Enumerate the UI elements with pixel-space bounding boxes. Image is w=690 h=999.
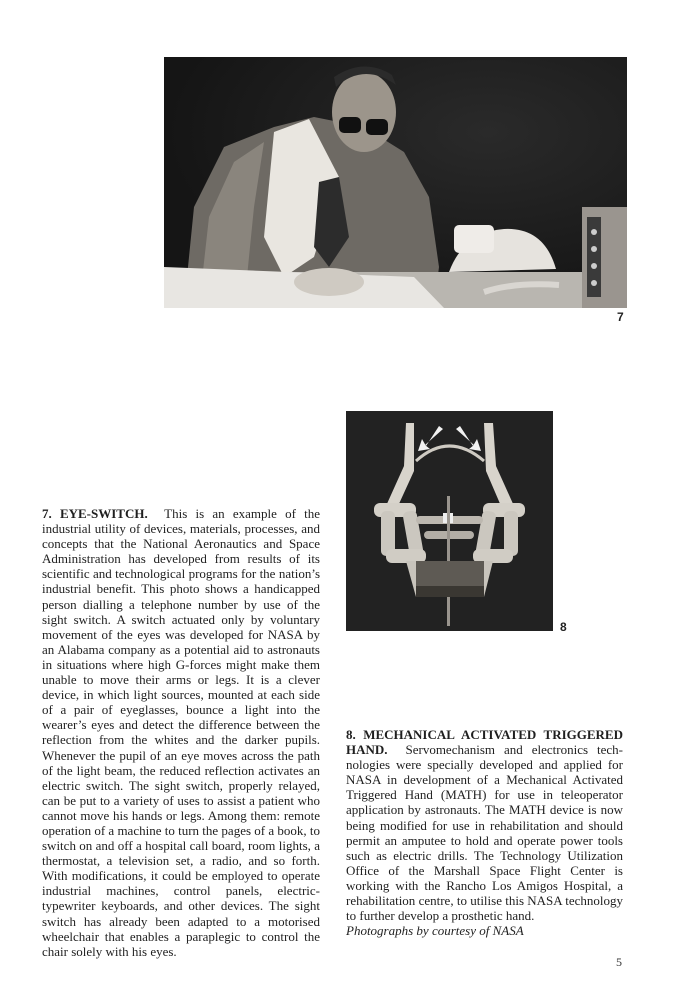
mechanical-hand-illustration [346,411,553,631]
article-mechanical-hand [346,727,623,938]
article-body: This is an example of the industrial utility of devices, materials, processes, and concepts that the National Aeronautics and Space Administration has developed from results of its scientific and technological programs for the nation’s industrial benefit. This photo shows a handicapped person dialling a telephone number by use of the sight switch. A switch actuated only by voluntary movement of the eyes was developed for NASA by an Alabama company as a potential aid to astronauts in situations where high G-forces might make them unable to move their arms or legs. It is a clever device, in which light sources, mounted at each side of a pair of eyeglasses, bounce a light into the wearer’s eyes and detect the difference between the reflection from the whites and the darker pupils. Whenever the pupil of an eye moves across the path of the light beam, the reduced reflection activates an electric switch. The sight switch, properly relayed, can be put to a variety of uses to assist a patient who cannot move his hands or legs. Among them: remote operation of a machine to turn the pages of a book, to switch on and off a hospital call board, room lights, a thermostat, a television set, a radio, and so forth. With modifications, it could be employed to operate industrial machines, control panels, electric-typewriter keyboards, and other devices. The sight switch has already been adapted to a motorised wheelchair that enables a paraplegic to control the chair solely with his eyes. [42,506,320,959]
page-number: 5 [616,955,622,969]
article-eye-switch [42,506,320,959]
photo-credit: Photographs by courtesy of NASA [346,923,524,939]
figure-7-photo [164,57,627,308]
article-heading: 8. MECHANICAL ACTIVATED TRIGGERED HAND. [346,727,623,758]
figure-8-label: 8 [560,620,567,634]
figure-8-photo [346,411,553,631]
article-body: Servomechanism and electronics technologies were specially developed and applied for NASA in development of a Mechanical Activated Triggered Hand (MATH) for use in teleoperator application by astronauts. The MATH device is now being modified for use in rehabilitation and should permit an amputee to hold and operate power tools such as electric drills. The Technology Utilization Office of the Marshall Space Flight Center is working with the Rancho Los Amigos Hospital, a rehabilitation centre, to utilise this NASA technology to further develop a prosthetic hand. [346,742,624,924]
eye-switch-illustration [164,57,627,308]
figure-7-label: 7 [617,310,624,324]
article-heading: 7. EYE-SWITCH. [42,506,148,521]
